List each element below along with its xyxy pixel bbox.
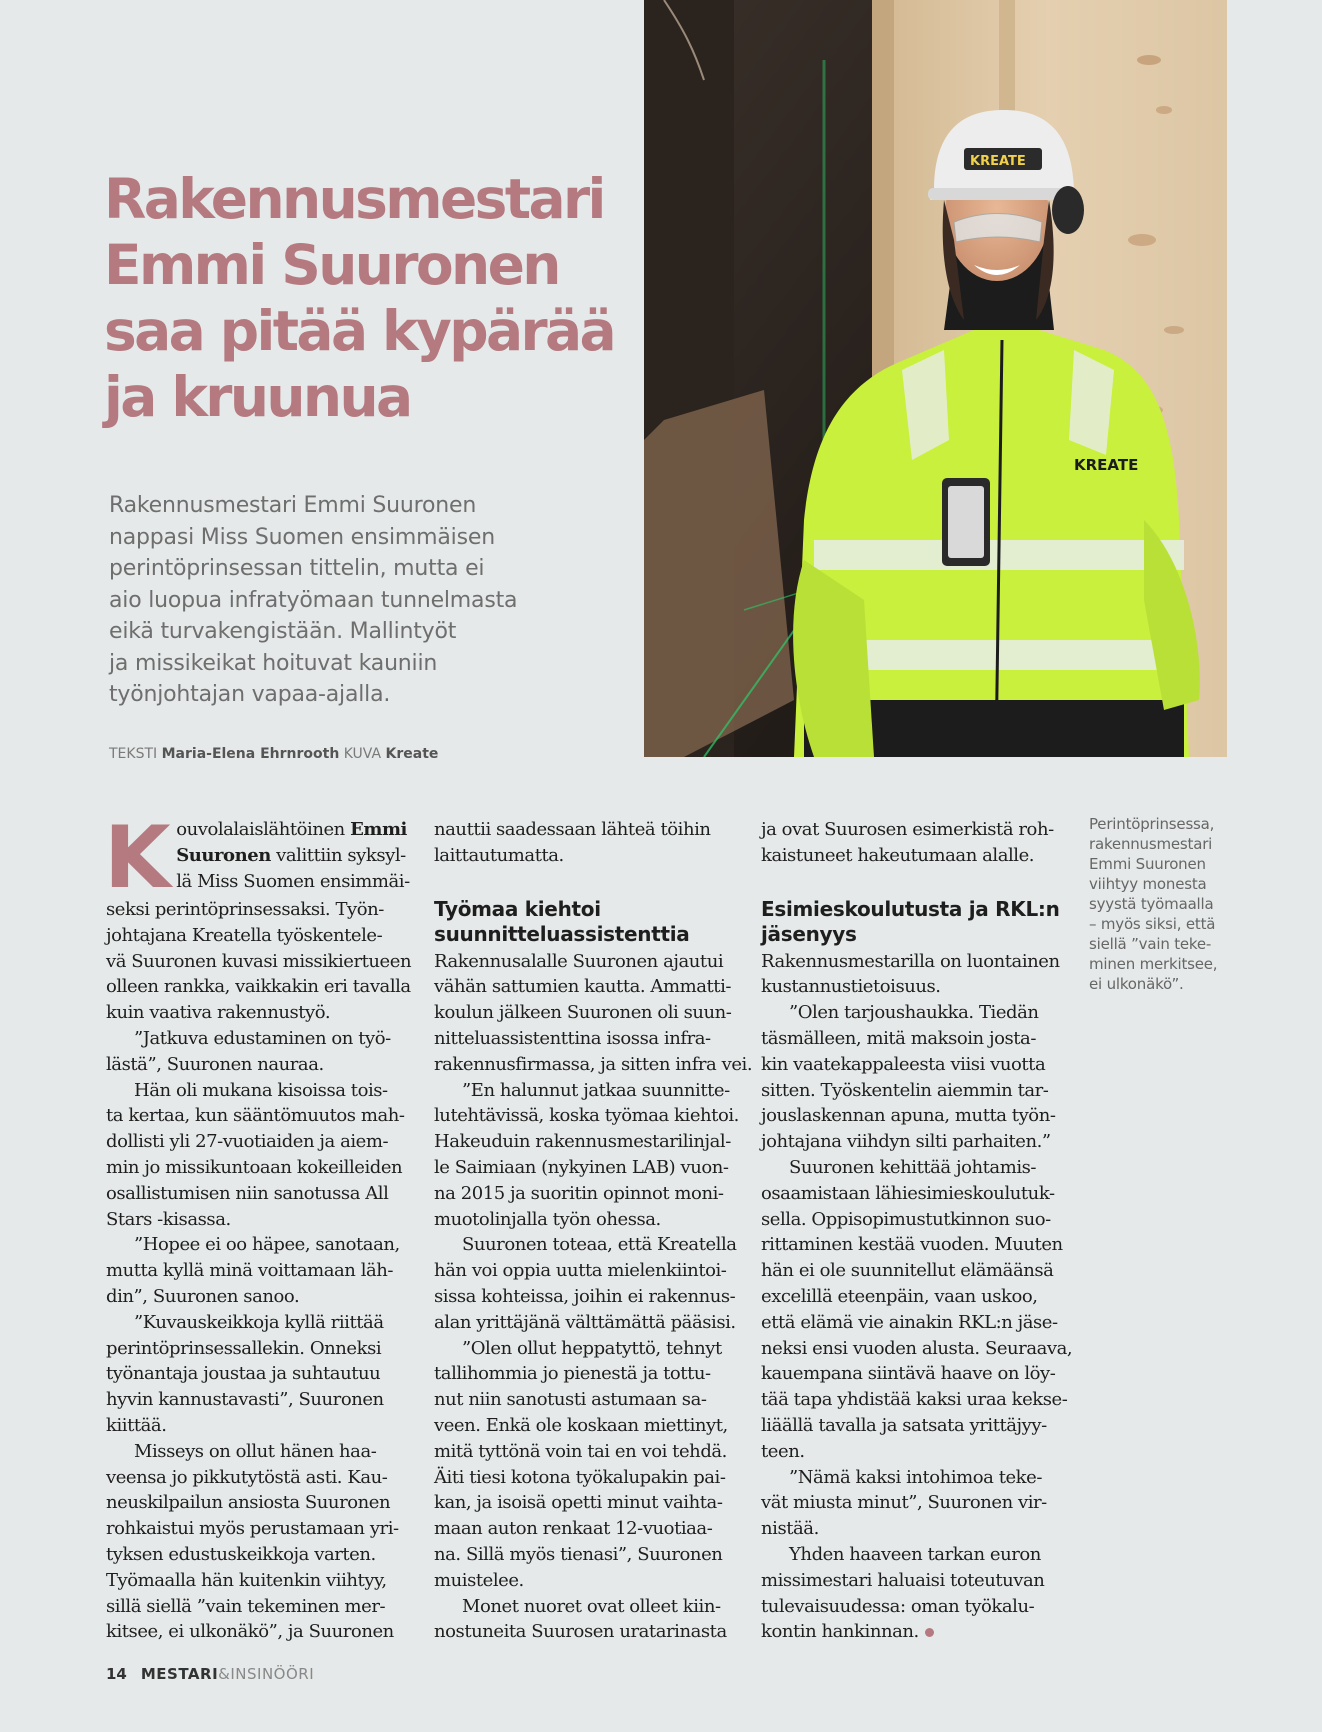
body-column-2 bbox=[434, 817, 753, 1645]
text-line: neuskilpailun ansiosta Suuronen bbox=[106, 1492, 391, 1514]
text-line: nauttii saadessaan lähteä töihin bbox=[434, 819, 711, 840]
subheading-line: Työmaa kiehtoi bbox=[434, 896, 601, 921]
text-line: rakennusfirmassa, ja sitten infra vei. bbox=[434, 1053, 753, 1075]
text-line: Hakeuduin rakennusmestarilinjal- bbox=[434, 1131, 731, 1153]
text-line: lutehtävissä, koska työmaa kiehtoi. bbox=[434, 1105, 739, 1127]
text-line: sella. Oppisopimustutkinnon suo- bbox=[761, 1208, 1051, 1230]
text-line: ”Nämä kaksi intohimoa teke- bbox=[789, 1466, 1042, 1488]
text-line: kan, ja isoisä opetti minut vaihta- bbox=[434, 1492, 723, 1514]
text-line: vät miusta minut”, Suuronen vir- bbox=[761, 1492, 1047, 1514]
ear-muff bbox=[1052, 186, 1084, 234]
text-line: Stars -kisassa. bbox=[106, 1208, 231, 1230]
text-line: lä Miss Suomen ensimmäi- bbox=[176, 870, 410, 892]
subheading-line: jäsenyys bbox=[761, 921, 857, 946]
text-line: kauempana siintävä haave on löy- bbox=[761, 1363, 1056, 1385]
text-line: kuin vaativa rakennustyö. bbox=[106, 1002, 331, 1024]
text-line: muistelee. bbox=[434, 1569, 524, 1591]
text-line: missimestari haluaisi toteutuvan bbox=[761, 1569, 1045, 1591]
text-line: Hän oli mukana kisoissa tois- bbox=[134, 1079, 388, 1101]
text-line: osaamistaan lähiesimieskoulutuk- bbox=[761, 1182, 1055, 1204]
text-line: olleen rankka, vaikkakin eri tavalla bbox=[106, 976, 411, 998]
text-line: johtajana Kreatella työskentele- bbox=[106, 924, 383, 946]
byline bbox=[109, 746, 438, 762]
jacket-logo: KREATE bbox=[1074, 456, 1139, 474]
text-line: nut niin sanotusti astumaan sa- bbox=[434, 1389, 707, 1411]
text-line: perintöprinsessallekin. Onneksi bbox=[106, 1337, 382, 1359]
subheading bbox=[761, 897, 1067, 947]
text-line: Suuronen toteaa, että Kreatella bbox=[462, 1234, 737, 1256]
text-line: tää tapa yhdistää kaksi uraa kekse- bbox=[761, 1389, 1068, 1411]
caption-line: – myös siksi, että bbox=[1089, 915, 1216, 933]
text-line: Rakennusalalle Suuronen ajautui bbox=[434, 950, 724, 972]
headline-line: Emmi Suuronen bbox=[104, 233, 559, 297]
lead-paragraph bbox=[109, 490, 649, 711]
text-line: hän ei ole suunnitellut elämäänsä bbox=[761, 1260, 1054, 1282]
subheading bbox=[434, 897, 740, 947]
text-line: dollisti yli 27-vuotiaiden ja aiem- bbox=[106, 1131, 389, 1153]
photo-label: KUVA bbox=[343, 746, 382, 762]
lead-line: nappasi Miss Suomen ensimmäisen bbox=[109, 524, 495, 550]
text-line: Yhden haaveen tarkan euron bbox=[789, 1543, 1041, 1565]
text-line: le Saimiaan (nykyinen LAB) vuon- bbox=[434, 1156, 729, 1178]
text-line: veen. Enkä ole koskaan miettinyt, bbox=[434, 1414, 728, 1436]
text-line: Työmaalla hän kuitenkin viihtyy, bbox=[106, 1569, 387, 1591]
text-line: kaistuneet hakeutumaan alalle. bbox=[761, 844, 1035, 866]
headline-line: saa pitää kypärää bbox=[104, 299, 615, 363]
text-line: laittautumatta. bbox=[434, 844, 564, 866]
text-line: nitteluassistenttina isossa infra- bbox=[434, 1027, 711, 1049]
text-line: na. Sillä myös tienasi”, Suuronen bbox=[434, 1543, 723, 1565]
text-line: mutta kyllä minä voittamaan läh- bbox=[106, 1260, 394, 1282]
text-line: ”Olen tarjoushaukka. Tiedän bbox=[789, 1002, 1039, 1024]
text-line: teen. bbox=[761, 1440, 805, 1462]
text-label: TEKSTI bbox=[109, 746, 158, 762]
text-span: ouvolalaislähtöinen bbox=[176, 819, 351, 840]
text-line: osallistumisen niin sanotussa All bbox=[106, 1182, 389, 1204]
paragraph-lines bbox=[434, 949, 753, 1646]
subheading-line: suunnitteluassistenttia bbox=[434, 921, 690, 946]
text-line: hyvin kannustavasti”, Suuronen bbox=[106, 1389, 384, 1411]
wood-knot bbox=[1128, 234, 1156, 246]
text-line: maan auton renkaat 12-vuotiaa- bbox=[434, 1518, 713, 1540]
text-line: seksi perintöprinsessaksi. Työn- bbox=[106, 899, 384, 920]
text-line: tallihommia jo pienestä ja tottu- bbox=[434, 1363, 711, 1385]
text-line: kontin hankinnan. bbox=[761, 1619, 1067, 1645]
text-line: ”Jatkuva edustaminen on työ- bbox=[134, 1027, 391, 1049]
headline-line: ja kruunua bbox=[104, 365, 411, 429]
text-line: rittaminen kestää vuoden. Muuten bbox=[761, 1234, 1063, 1256]
photo-illustration bbox=[644, 0, 1227, 757]
text-line: sillä siellä ”vain tekeminen mer- bbox=[106, 1595, 386, 1617]
wood-knot bbox=[1156, 106, 1172, 114]
headline bbox=[104, 166, 644, 430]
text-line: kitsee, ei ulkonäkö”, ja Suuronen bbox=[106, 1621, 394, 1643]
text-line: kustannustietoisuus. bbox=[761, 976, 941, 998]
text-line: hän voi oppia uutta mielenkiintoi- bbox=[434, 1260, 727, 1282]
subheading-line: Esimieskoulutusta ja RKL:n bbox=[761, 896, 1060, 921]
lead-line: Rakennusmestari Emmi Suuronen bbox=[109, 493, 477, 518]
text-line: Monet nuoret ovat olleet kiin- bbox=[462, 1595, 721, 1617]
text-line: alan yrittäjänä välttämättä pääsisi. bbox=[434, 1311, 736, 1333]
lead-line: työnjohtajan vapaa-ajalla. bbox=[109, 682, 391, 707]
text-line: liäällä tavalla ja satsata yrittäjyy- bbox=[761, 1414, 1047, 1436]
hero-photo bbox=[644, 0, 1227, 757]
caption-line: viihtyy monesta bbox=[1089, 875, 1207, 893]
caption-line: minen merkitsee, bbox=[1089, 955, 1218, 973]
text-line: din”, Suuronen sanoo. bbox=[106, 1285, 300, 1307]
text-line: Rakennusmestarilla on luontainen bbox=[761, 950, 1060, 972]
end-of-article-marker bbox=[925, 1628, 934, 1637]
bold-name: Emmi bbox=[350, 819, 407, 840]
text-line: min jo missikuntoaan kokeilleiden bbox=[106, 1156, 403, 1178]
text-line: ”Hopee ei oo häpee, sanotaan, bbox=[134, 1234, 400, 1256]
text-line: työnantaja joustaa ja suhtautuu bbox=[106, 1363, 381, 1385]
text-line: muotolinjalla työn ohessa. bbox=[434, 1208, 661, 1230]
text-line: mitä tyttönä voin tai en voi tehdä. bbox=[434, 1440, 727, 1462]
caption-line: Emmi Suuronen bbox=[1089, 855, 1206, 873]
text-line: johtajana viihdyn silti parhaiten.” bbox=[761, 1131, 1051, 1153]
text-line: nostuneita Suurosen uratarinasta bbox=[434, 1621, 727, 1643]
magazine-name-suffix: &INSINÖÖRI bbox=[218, 1665, 315, 1683]
text-line: ja ovat Suurosen esimerkistä roh- bbox=[761, 819, 1054, 840]
body-column-1 bbox=[104, 808, 412, 1645]
text-line: Misseys on ollut hänen haa- bbox=[134, 1440, 377, 1462]
paragraph-lines bbox=[106, 897, 412, 1645]
caption-line: siellä ”vain teke- bbox=[1089, 935, 1212, 953]
author-name: Maria-Elena Ehrnrooth bbox=[161, 746, 340, 762]
caption-line: ei ulkonäkö”. bbox=[1089, 975, 1184, 993]
lead-line: ja missikeikat hoituvat kauniin bbox=[109, 650, 438, 676]
helmet-logo: KREATE bbox=[970, 154, 1026, 169]
wood-knot bbox=[1137, 55, 1161, 65]
text-line: nistää. bbox=[761, 1518, 819, 1540]
lead-line: aio luopua infratyömaan tunnelmasta bbox=[109, 587, 518, 613]
text-line: kin vaatekappaleesta viisi vuotta bbox=[761, 1053, 1046, 1075]
text-line: ”Kuvauskeikkoja kyllä riittää bbox=[134, 1311, 384, 1333]
text-line: sissa kohteissa, joihin ei rakennus- bbox=[434, 1285, 736, 1307]
text-span: valittiin syksyl- bbox=[270, 844, 406, 866]
photo-caption bbox=[1089, 814, 1239, 994]
photographer-name: Kreate bbox=[385, 746, 439, 762]
caption-line: rakennusmestari bbox=[1089, 835, 1213, 853]
caption-line: syystä työmaalla bbox=[1089, 895, 1214, 913]
lead-line: eikä turvakengistään. Mallintyöt bbox=[109, 619, 457, 644]
text-line: että elämä vie ainakin RKL:n jäse- bbox=[761, 1311, 1058, 1333]
text-line: Suuronen kehittää johtamis- bbox=[789, 1156, 1037, 1178]
bold-name: Suuronen bbox=[176, 844, 271, 866]
drop-cap: K bbox=[104, 808, 171, 908]
text-line: kiittää. bbox=[106, 1414, 167, 1436]
text-line: rohkaistui myös perustamaan yri- bbox=[106, 1518, 399, 1540]
text-line: na 2015 ja suoritin opinnot moni- bbox=[434, 1182, 724, 1204]
text-line: tyksen edustuskeikkoja varten. bbox=[106, 1543, 376, 1565]
text-line: lästä”, Suuronen nauraa. bbox=[106, 1053, 324, 1075]
caption-line: Perintöprinsessa, bbox=[1089, 815, 1215, 833]
text-line: vä Suuronen kuvasi missikiertueen bbox=[106, 950, 412, 972]
text-line: sitten. Työskentelin aiemmin tar- bbox=[761, 1079, 1049, 1101]
text-line: neksi ensi vuoden alusta. Seuraava, bbox=[761, 1337, 1073, 1359]
paragraph-lines bbox=[761, 949, 1073, 1646]
text-line: Äiti tiesi kotona työkalupakin pai- bbox=[434, 1466, 726, 1488]
text-line: ”En halunnut jatkaa suunnitte- bbox=[462, 1079, 730, 1101]
text-line: jouslaskennan apuna, mutta työn- bbox=[761, 1105, 1056, 1127]
text-line: excelillä eteenpäin, vaan uskoo, bbox=[761, 1285, 1038, 1307]
text-line: täsmälleen, mitä maksoin josta- bbox=[761, 1027, 1036, 1049]
lead-line: perintöprinsessan tittelin, mutta ei bbox=[109, 556, 485, 581]
text-line: tulevaisuudessa: oman työkalu- bbox=[761, 1595, 1035, 1617]
page-footer bbox=[106, 1665, 314, 1683]
wood-knot bbox=[1164, 326, 1184, 334]
id-badge bbox=[948, 486, 984, 558]
body-column-3 bbox=[761, 817, 1073, 1645]
headline-line: Rakennusmestari bbox=[104, 167, 604, 231]
text-line: vähän sattumien kautta. Ammatti- bbox=[434, 976, 732, 998]
magazine-name: MESTARI bbox=[140, 1665, 219, 1683]
text-line: ”Olen ollut heppatyttö, tehnyt bbox=[462, 1337, 722, 1359]
text-line: ta kertaa, kun sääntömuutos mah- bbox=[106, 1105, 405, 1127]
page-number: 14 bbox=[106, 1665, 127, 1683]
text-line: koulun jälkeen Suuronen oli suun- bbox=[434, 1002, 732, 1024]
text-line: veensa jo pikkutytöstä asti. Kau- bbox=[106, 1466, 388, 1488]
